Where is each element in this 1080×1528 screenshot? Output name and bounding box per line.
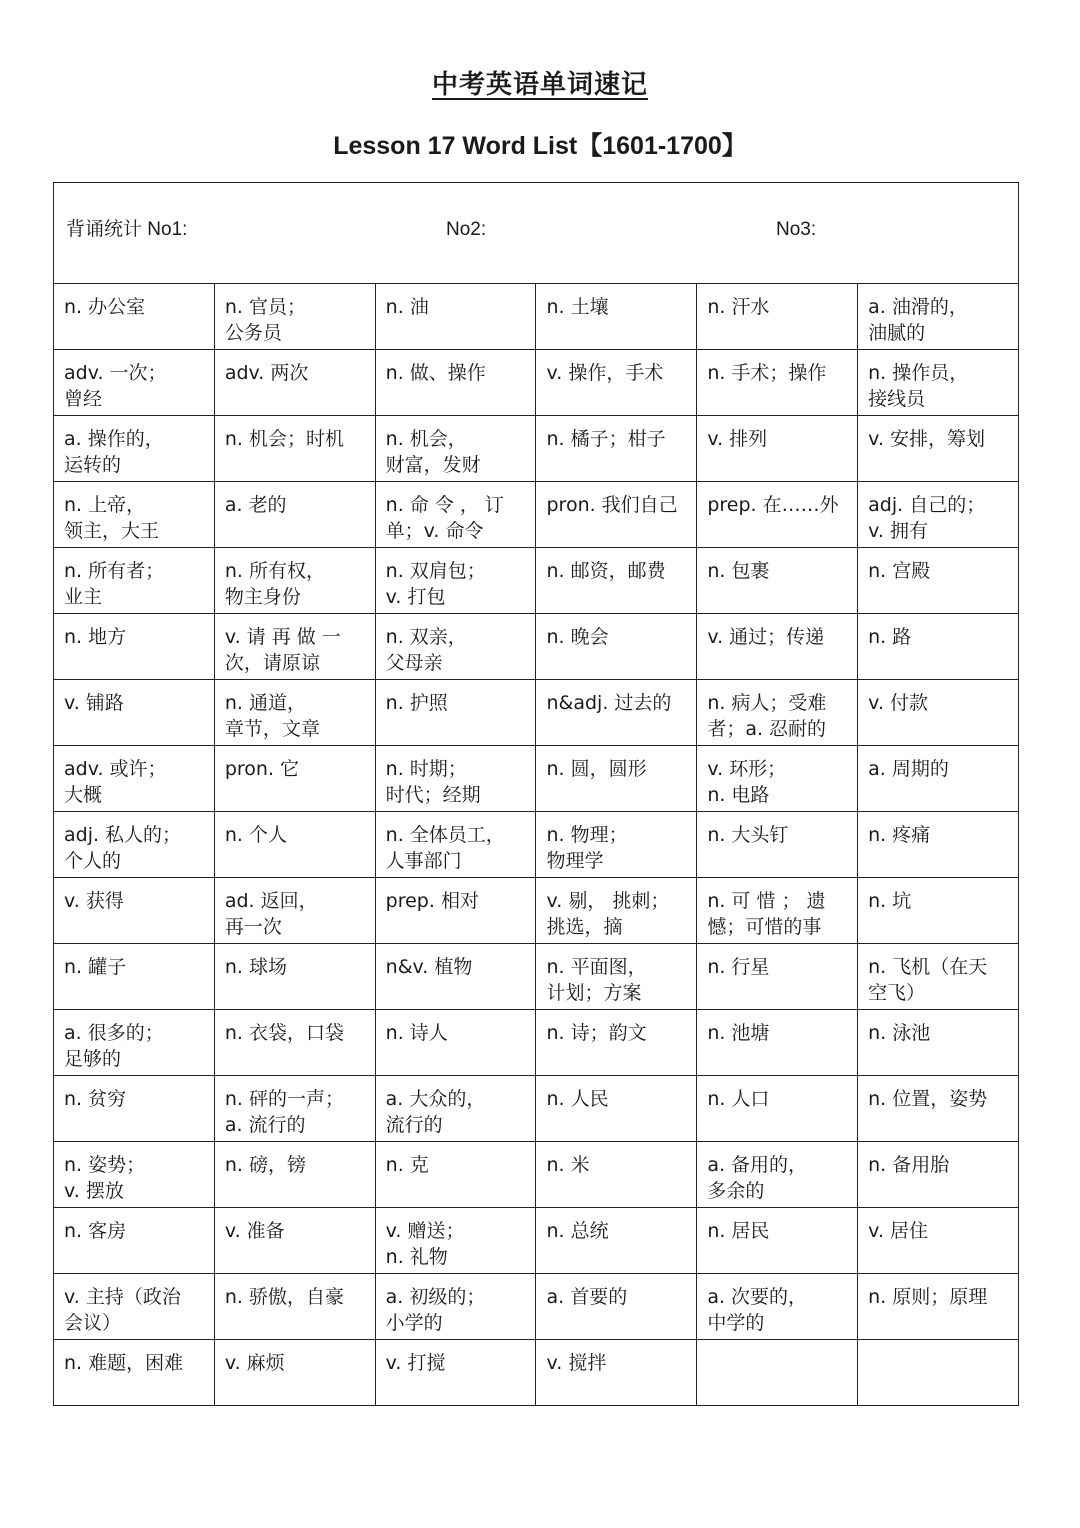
word-cell: n. 平面图， 计划；方案	[536, 944, 697, 1010]
word-cell: n. 橘子；柑子	[536, 416, 697, 482]
word-cell: a. 周期的	[858, 746, 1019, 812]
word-cell: v. 主持（政治 会议）	[54, 1274, 215, 1340]
table-row	[54, 614, 1019, 680]
stats-no1-label: 背诵统计 No1:	[66, 219, 188, 240]
word-cell: n. 球场	[214, 944, 375, 1010]
table-row	[54, 812, 1019, 878]
word-cell: n. 克	[375, 1142, 536, 1208]
word-cell: n. 官员； 公务员	[214, 284, 375, 350]
word-cell: adv. 或许； 大概	[54, 746, 215, 812]
word-cell: n. 病人；受难 者；a. 忍耐的	[697, 680, 858, 746]
word-cell: n. 大头钉	[697, 812, 858, 878]
word-cell: v. 排列	[697, 416, 858, 482]
word-cell: n. 贫穷	[54, 1076, 215, 1142]
word-cell: n. 所有权， 物主身份	[214, 548, 375, 614]
word-cell: v. 获得	[54, 878, 215, 944]
word-cell: n. 宫殿	[858, 548, 1019, 614]
word-cell: n. 诗人	[375, 1010, 536, 1076]
table-row	[54, 1142, 1019, 1208]
stats-no3-label: No3:	[776, 219, 817, 240]
word-cell: n. 物理； 物理学	[536, 812, 697, 878]
word-cell: n. 骄傲，自豪	[214, 1274, 375, 1340]
word-cell: v. 麻烦	[214, 1340, 375, 1406]
word-cell: n. 双亲， 父母亲	[375, 614, 536, 680]
page-title: 中考英语单词速记	[431, 70, 648, 100]
word-cell: adj. 自己的； v. 拥有	[858, 482, 1019, 548]
word-cell: n. 砰的一声； a. 流行的	[214, 1076, 375, 1142]
word-cell: n. 命 令 ， 订 单；v. 命令	[375, 482, 536, 548]
word-cell: n. 位置，姿势	[858, 1076, 1019, 1142]
word-cell: n. 土壤	[536, 284, 697, 350]
page-subtitle: Lesson 17 Word List【1601-1700】	[333, 132, 747, 160]
word-cell: n. 罐子	[54, 944, 215, 1010]
stats-no2-label: No2:	[446, 219, 487, 240]
word-cell: a. 油滑的， 油腻的	[858, 284, 1019, 350]
stats-cell	[54, 183, 1019, 284]
word-cell: n. 全体员工， 人事部门	[375, 812, 536, 878]
table-row	[54, 1010, 1019, 1076]
word-cell: n. 总统	[536, 1208, 697, 1274]
word-cell: n. 泳池	[858, 1010, 1019, 1076]
word-cell: prep. 相对	[375, 878, 536, 944]
word-cell: n. 原则；原理	[858, 1274, 1019, 1340]
word-cell: n. 做、操作	[375, 350, 536, 416]
word-cell: n. 手术；操作	[697, 350, 858, 416]
word-cell: v. 付款	[858, 680, 1019, 746]
word-cell: n. 办公室	[54, 284, 215, 350]
table-row	[54, 878, 1019, 944]
word-cell: n. 操作员， 接线员	[858, 350, 1019, 416]
word-cell: n. 诗；韵文	[536, 1010, 697, 1076]
word-cell: n&v. 植物	[375, 944, 536, 1010]
word-cell: a. 备用的， 多余的	[697, 1142, 858, 1208]
word-cell	[697, 1340, 858, 1406]
word-cell: n. 池塘	[697, 1010, 858, 1076]
word-cell: a. 首要的	[536, 1274, 697, 1340]
table-row	[54, 350, 1019, 416]
word-cell: n. 汗水	[697, 284, 858, 350]
word-cell: v. 安排，筹划	[858, 416, 1019, 482]
word-cell: n. 人民	[536, 1076, 697, 1142]
word-cell: n. 时期； 时代；经期	[375, 746, 536, 812]
table-row	[54, 1340, 1019, 1406]
word-cell: n. 米	[536, 1142, 697, 1208]
table-row	[54, 746, 1019, 812]
word-cell: n. 圆，圆形	[536, 746, 697, 812]
word-cell: v. 剔， 挑刺； 挑选，摘	[536, 878, 697, 944]
word-cell: n. 晚会	[536, 614, 697, 680]
table-row	[54, 1274, 1019, 1340]
word-cell: n. 疼痛	[858, 812, 1019, 878]
word-cell: n&adj. 过去的	[536, 680, 697, 746]
word-cell: n. 衣袋，口袋	[214, 1010, 375, 1076]
word-cell: n. 油	[375, 284, 536, 350]
word-cell: n. 路	[858, 614, 1019, 680]
word-cell: v. 操作，手术	[536, 350, 697, 416]
word-cell: a. 操作的， 运转的	[54, 416, 215, 482]
word-cell: prep. 在……外	[697, 482, 858, 548]
table-row	[54, 284, 1019, 350]
word-cell: v. 搅拌	[536, 1340, 697, 1406]
word-cell: ad. 返回， 再一次	[214, 878, 375, 944]
word-cell: a. 次要的， 中学的	[697, 1274, 858, 1340]
word-cell: adv. 两次	[214, 350, 375, 416]
word-cell: a. 初级的； 小学的	[375, 1274, 536, 1340]
word-cell: v. 准备	[214, 1208, 375, 1274]
word-cell: a. 很多的； 足够的	[54, 1010, 215, 1076]
word-cell: n. 备用胎	[858, 1142, 1019, 1208]
word-cell: a. 老的	[214, 482, 375, 548]
word-cell: n. 机会；时机	[214, 416, 375, 482]
word-cell: v. 赠送； n. 礼物	[375, 1208, 536, 1274]
word-cell: n. 人口	[697, 1076, 858, 1142]
word-cell: n. 难题，困难	[54, 1340, 215, 1406]
table-row	[54, 680, 1019, 746]
table-row	[54, 1208, 1019, 1274]
word-cell: n. 可 惜 ； 遗 憾；可惜的事	[697, 878, 858, 944]
table-row	[54, 1076, 1019, 1142]
word-cell: n. 飞机（在天 空飞）	[858, 944, 1019, 1010]
word-cell: v. 环形； n. 电路	[697, 746, 858, 812]
word-cell: v. 打搅	[375, 1340, 536, 1406]
word-cell: n. 地方	[54, 614, 215, 680]
table-row	[54, 482, 1019, 548]
word-cell: n. 个人	[214, 812, 375, 878]
word-cell: n. 行星	[697, 944, 858, 1010]
word-cell: n. 姿势； v. 摆放	[54, 1142, 215, 1208]
word-cell: n. 客房	[54, 1208, 215, 1274]
stats-row	[54, 183, 1019, 284]
word-cell: n. 所有者； 业主	[54, 548, 215, 614]
word-cell: n. 邮资，邮费	[536, 548, 697, 614]
word-cell: pron. 它	[214, 746, 375, 812]
word-cell: n. 居民	[697, 1208, 858, 1274]
table-row	[54, 416, 1019, 482]
word-cell: v. 请 再 做 一 次，请原谅	[214, 614, 375, 680]
word-cell: pron. 我们自己	[536, 482, 697, 548]
word-cell: n. 通道， 章节，文章	[214, 680, 375, 746]
word-cell: v. 通过；传递	[697, 614, 858, 680]
word-cell	[858, 1340, 1019, 1406]
word-cell: n. 双肩包； v. 打包	[375, 548, 536, 614]
word-cell: n. 机会， 财富，发财	[375, 416, 536, 482]
word-cell: n. 护照	[375, 680, 536, 746]
word-cell: n. 上帝， 领主，大王	[54, 482, 215, 548]
word-cell: v. 居住	[858, 1208, 1019, 1274]
word-cell: n. 坑	[858, 878, 1019, 944]
table-row	[54, 548, 1019, 614]
word-cell: n. 磅，镑	[214, 1142, 375, 1208]
word-cell: a. 大众的， 流行的	[375, 1076, 536, 1142]
word-cell: adv. 一次； 曾经	[54, 350, 215, 416]
word-cell: v. 铺路	[54, 680, 215, 746]
word-cell: n. 包裹	[697, 548, 858, 614]
word-list-table	[53, 182, 1019, 1406]
word-cell: adj. 私人的； 个人的	[54, 812, 215, 878]
table-row	[54, 944, 1019, 1010]
